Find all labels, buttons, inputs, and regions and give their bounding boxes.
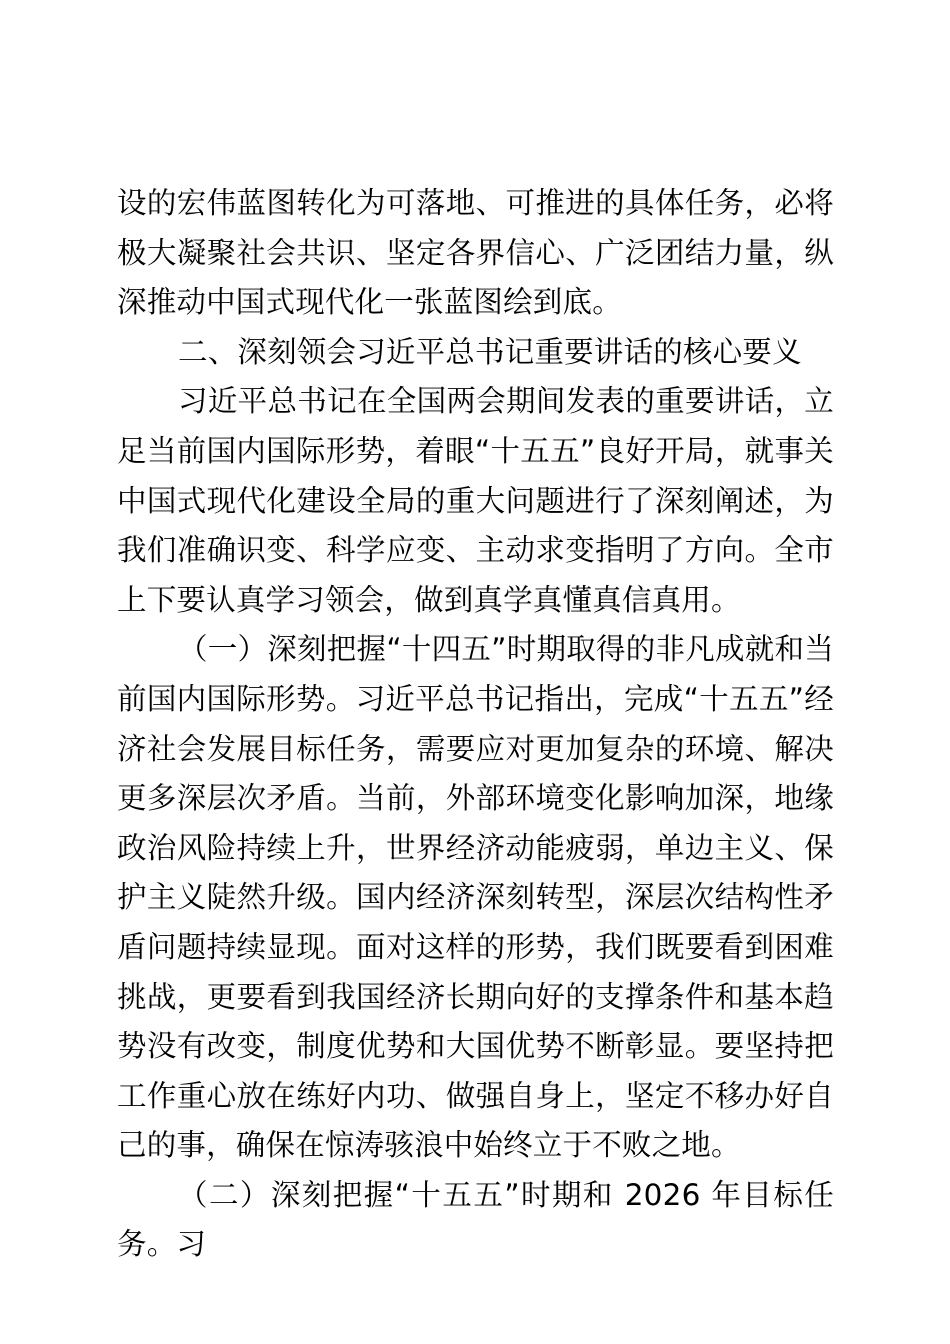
document-text-body: [117, 179, 834, 1270]
paragraph-overview: 习近平总书记在全国两会期间发表的重要讲话，立足当前国内国际形势，着眼“十五五”良好开局，就事关中国式现代化建设全局的重大问题进行了深刻阐述，为我们准确识变、科学应变、主动求变指明了方向。全市上下要认真学习领会，做到真学真懂真信真用。: [117, 384, 834, 617]
paragraph-subsection-one: （一）深刻把握“十四五”时期取得的非凡成就和当前国内国际形势。习近平总书记指出，完成“十五五”经济社会发展目标任务，需要应对更加复杂的环境、解决更多深层次矛盾。当前，外部环境变化影响加深，地缘政治风险持续上升，世界经济动能疲弱，单边主义、保护主义陡然升级。国内经济深刻转型，深层次结构性矛盾问题持续显现。面对这样的形势，我们既要看到困难挑战，更要看到我国经济长期向好的支撑条件和基本趋势没有改变，制度优势和大国优势不断彰显。要坚持把工作重心放在练好内功、做强自身上，坚定不移办好自己的事，确保在惊涛骇浪中始终立于不败之地。: [117, 632, 834, 1163]
paragraph-subsection-two: （二）深刻把握“十五五”时期和 2026 年目标任务。习: [117, 1177, 834, 1262]
paragraph-continuation: 设的宏伟蓝图转化为可落地、可推进的具体任务，必将极大凝聚社会共识、坚定各界信心、广泛团结力量，纵深推动中国式现代化一张蓝图绘到底。: [117, 186, 834, 320]
section-heading-two: 二、深刻领会习近平总书记重要讲话的核心要义: [178, 334, 802, 369]
